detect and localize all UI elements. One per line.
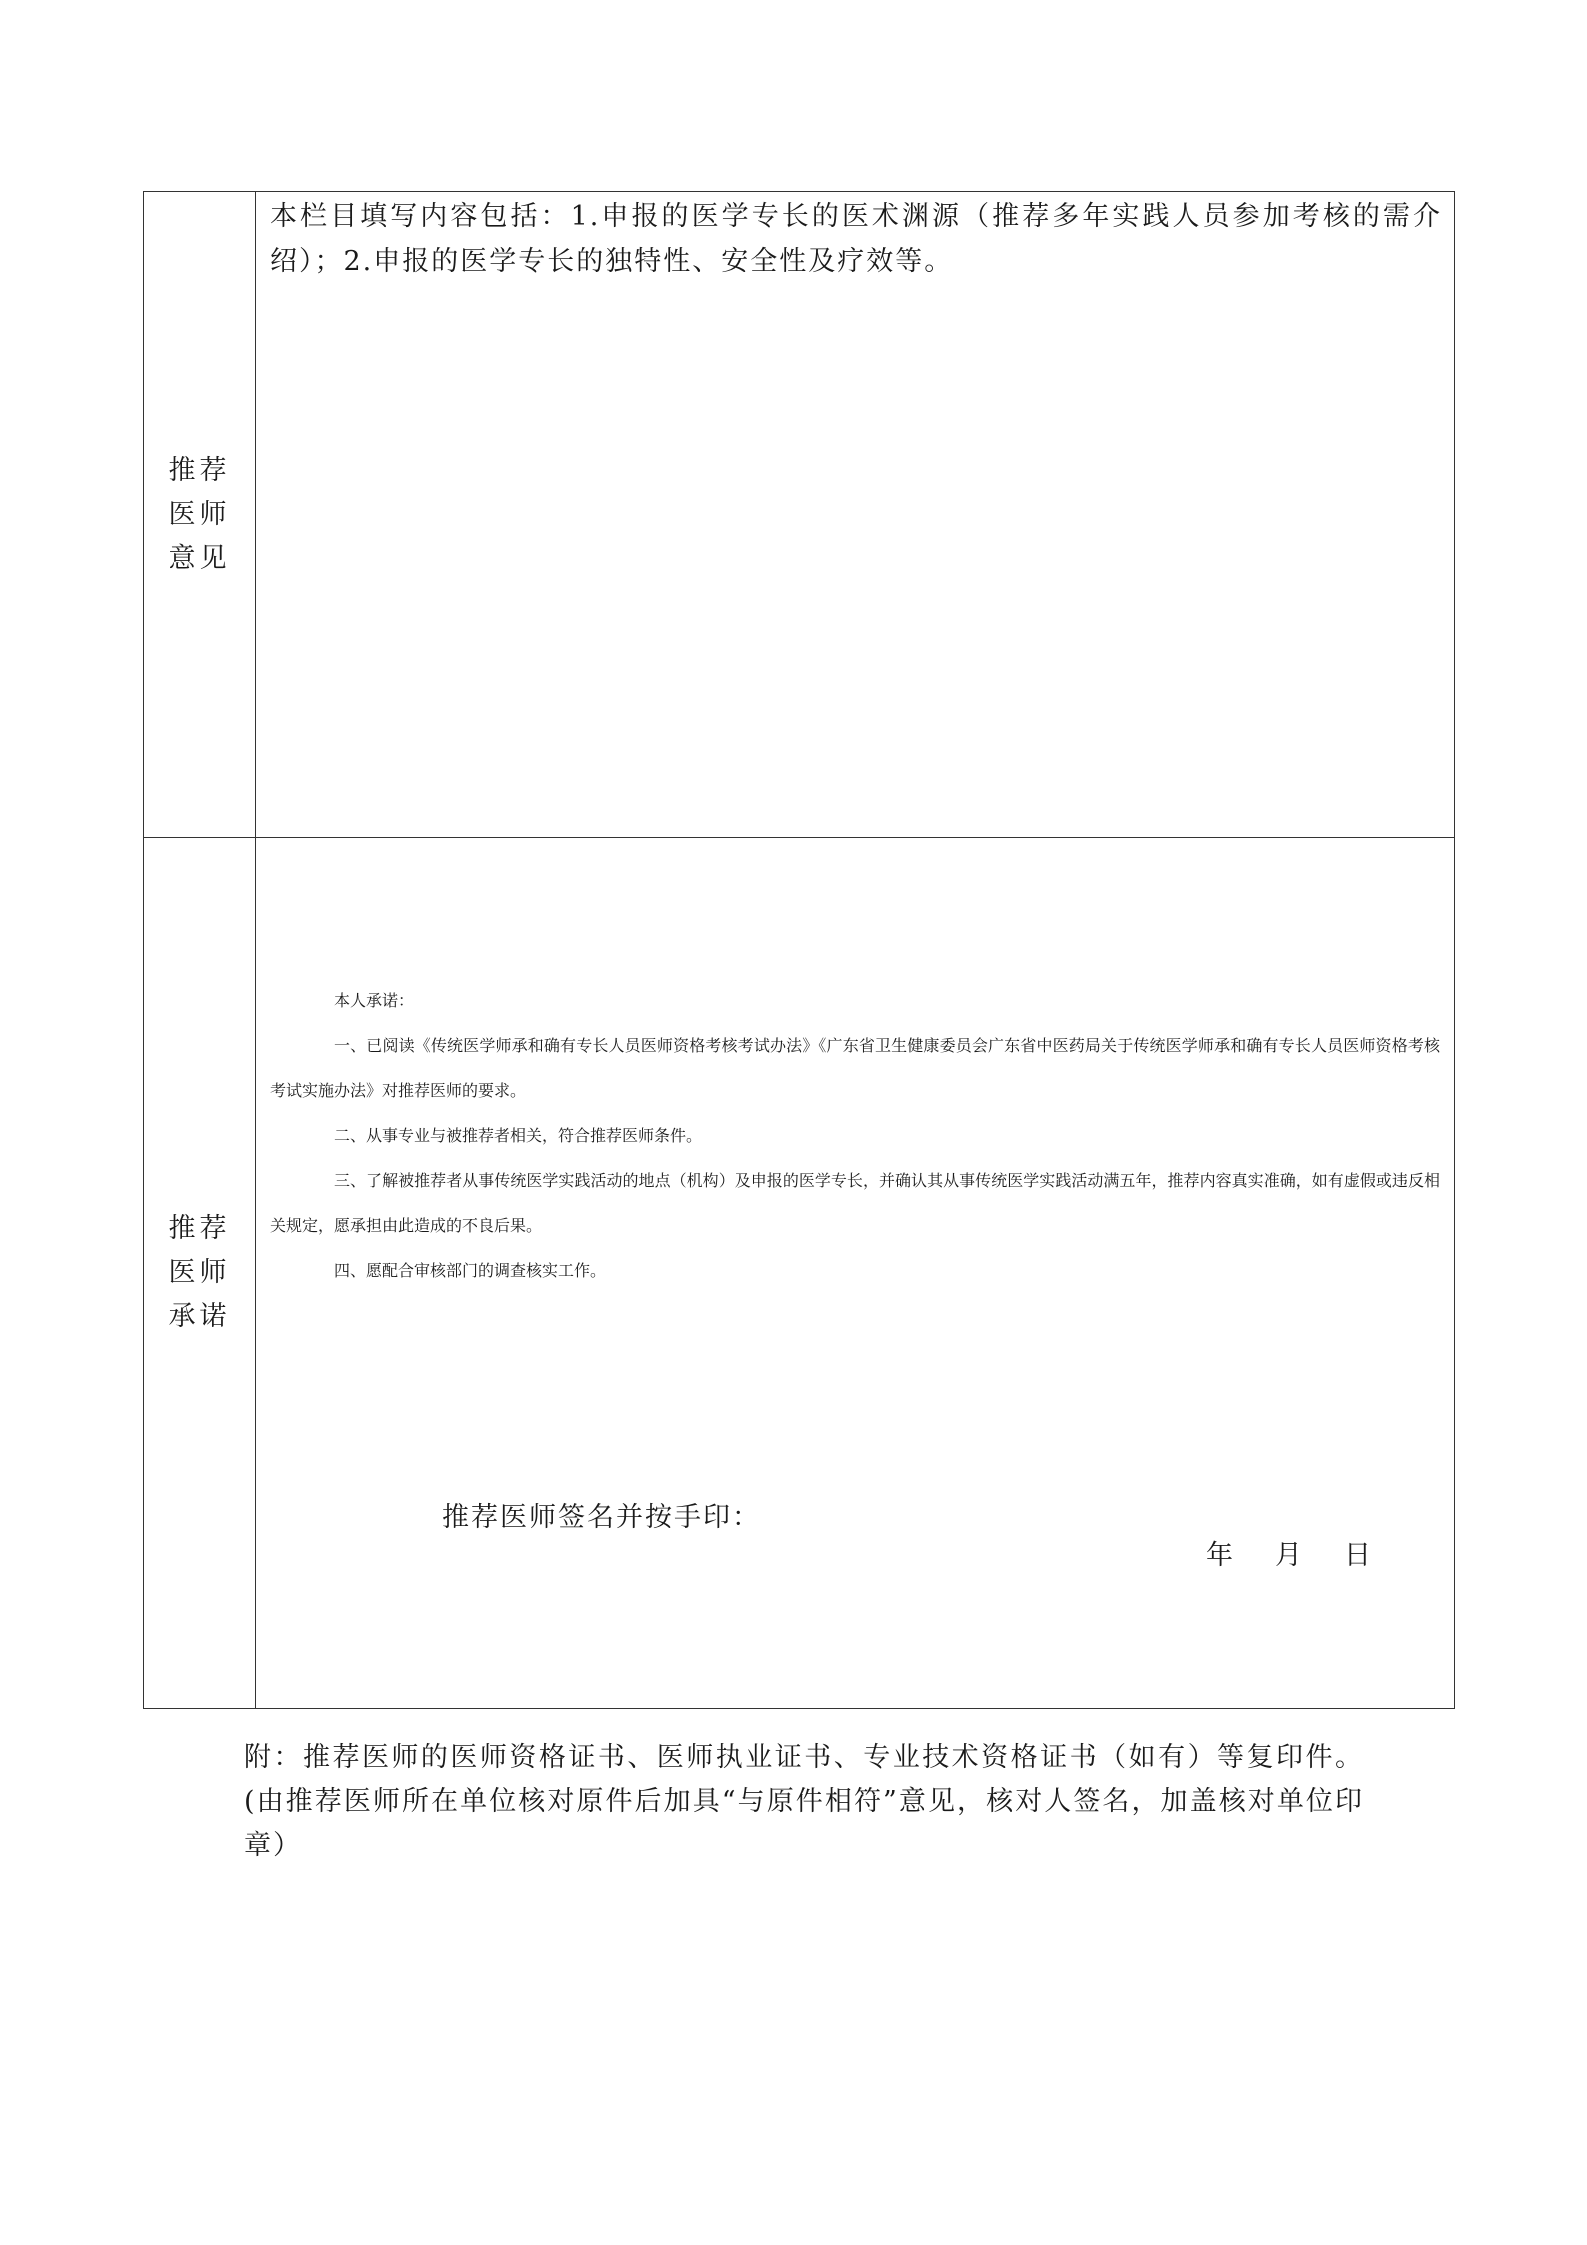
- opinion-row: [144, 192, 1454, 838]
- signature-label: 推荐医师签名并按手印：: [442, 1502, 761, 1533]
- pledge-text-block: [270, 978, 1440, 1293]
- date-day-label: 日: [1344, 1540, 1373, 1571]
- opinion-label-cell: [144, 192, 256, 837]
- pledge-label-cell: [144, 838, 256, 1708]
- signature-field[interactable]: [442, 1495, 761, 1534]
- date-field[interactable]: [1206, 1533, 1373, 1572]
- pledge-label: 推荐医师承诺: [168, 1213, 231, 1332]
- opinion-instructions: 本栏目填写内容包括：1.申报的医学专长的医术渊源（推荐多年实践人员参加考核的需介绍）；2.申报的医学专长的独特性、安全性及疗效等。: [270, 201, 1442, 277]
- date-month-label: 月: [1275, 1540, 1304, 1571]
- pledge-intro: 本人承诺：: [334, 991, 415, 1010]
- opinion-content-cell[interactable]: [256, 192, 1454, 837]
- pledge-item-4: 四、愿配合审核部门的调查核实工作。: [334, 1261, 607, 1280]
- date-year-label: 年: [1206, 1540, 1235, 1571]
- attachment-note: 附：推荐医师的医师资格证书、医师执业证书、专业技术资格证书（如有）等复印件。(由推荐医师所在单位核对原件后加具“与原件相符”意见，核对人签名，加盖核对单位印章）: [244, 1742, 1364, 1861]
- recommendation-form-table: [143, 191, 1455, 1709]
- opinion-label: 推荐医师意见: [168, 454, 231, 574]
- pledge-item-2: 二、从事专业与被推荐者相关，符合推荐医师条件。: [334, 1126, 703, 1145]
- pledge-item-3: 三、了解被推荐者从事传统医学实践活动的地点（机构）及申报的医学专长，并确认其从事传统医学实践活动满五年，推荐内容真实准确，如有虚假或违反相关规定，愿承担由此造成的不良后果。: [270, 1171, 1440, 1235]
- pledge-item-1: 一、已阅读《传统医学师承和确有专长人员医师资格考核考试办法》《广东省卫生健康委员会广东省中医药局关于传统医学师承和确有专长人员医师资格考核考试实施办法》对推荐医师的要求。: [270, 1036, 1440, 1100]
